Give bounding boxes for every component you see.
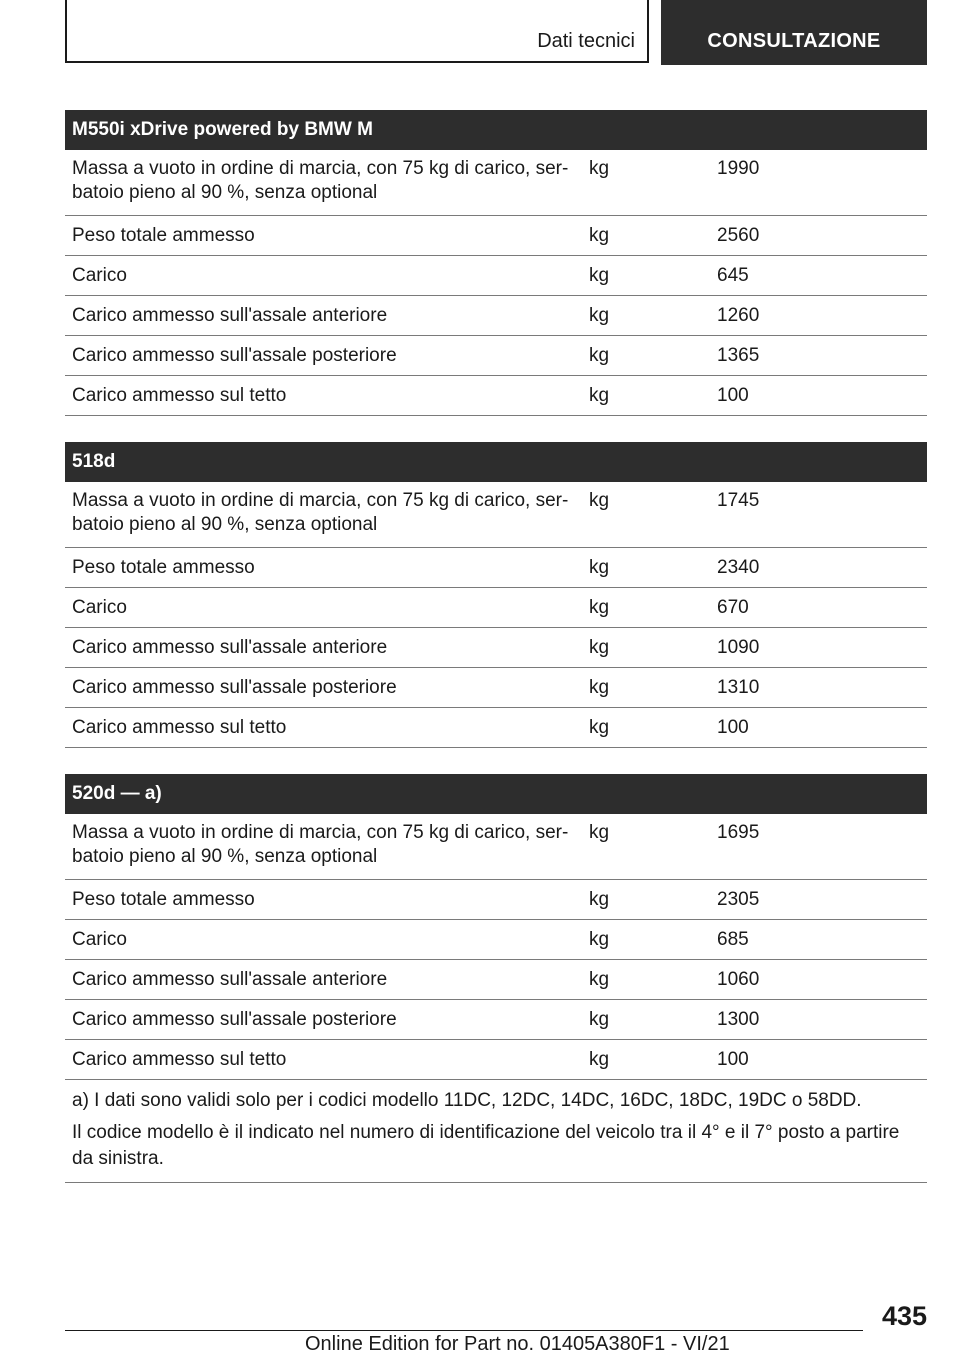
header-chapter-tab — [661, 0, 927, 65]
row-label: Carico ammesso sull'assale anteriore — [72, 969, 388, 990]
row-value: 2305 — [717, 889, 760, 910]
row-label: Carico ammesso sul tetto — [72, 1049, 287, 1070]
row-unit: kg — [589, 557, 610, 578]
table-row — [65, 628, 927, 668]
table-row — [65, 1040, 927, 1080]
row-unit: kg — [589, 158, 610, 179]
row-unit: kg — [589, 889, 610, 910]
row-value: 2340 — [717, 557, 760, 578]
row-label: Carico — [72, 265, 127, 286]
spec-table-520d — [65, 774, 927, 1183]
row-label: Massa a vuoto in ordine di marcia, con 75 kg di carico, ser- batoio pieno al 90 %, senza optional — [72, 490, 569, 535]
row-unit: kg — [589, 1049, 610, 1070]
header-section-box — [65, 0, 649, 63]
row-label: Carico ammesso sul tetto — [72, 717, 287, 738]
row-label: Carico ammesso sull'assale anteriore — [72, 305, 388, 326]
row-unit: kg — [589, 305, 610, 326]
row-value: 100 — [717, 385, 749, 406]
row-unit: kg — [589, 490, 610, 511]
row-value: 1745 — [717, 490, 760, 511]
table-row — [65, 1000, 927, 1040]
table-title: 520d — a) — [65, 774, 927, 814]
row-value: 100 — [717, 1049, 749, 1070]
row-unit: kg — [589, 822, 610, 843]
chapter-title: CONSULTAZIONE — [707, 30, 881, 52]
table-title: M550i xDrive powered by BMW M — [65, 110, 927, 150]
row-unit: kg — [589, 597, 610, 618]
row-unit: kg — [589, 929, 610, 950]
row-value: 1990 — [717, 158, 760, 179]
section-title: Dati tecnici — [537, 30, 635, 52]
row-label: Peso totale ammesso — [72, 889, 255, 910]
row-value: 685 — [717, 929, 749, 950]
spec-table-518d — [65, 442, 927, 748]
row-value: 1695 — [717, 822, 760, 843]
row-label: Carico ammesso sull'assale posteriore — [72, 1009, 397, 1030]
row-label: Peso totale ammesso — [72, 557, 255, 578]
table-row — [65, 482, 927, 548]
table-row — [65, 296, 927, 336]
row-label: Massa a vuoto in ordine di marcia, con 75 kg di carico, ser- batoio pieno al 90 %, senza optional — [72, 158, 569, 203]
table-row — [65, 150, 927, 216]
row-value: 670 — [717, 597, 749, 618]
row-label: Carico — [72, 929, 127, 950]
row-label: Peso totale ammesso — [72, 225, 255, 246]
row-value: 645 — [717, 265, 749, 286]
row-value: 1260 — [717, 305, 760, 326]
row-unit: kg — [589, 637, 610, 658]
table-row — [65, 960, 927, 1000]
page-number: 435 — [881, 1301, 927, 1331]
row-unit: kg — [589, 345, 610, 366]
row-label: Carico ammesso sull'assale anteriore — [72, 637, 388, 658]
row-value: 2560 — [717, 225, 760, 246]
row-label: Massa a vuoto in ordine di marcia, con 75 kg di carico, ser- batoio pieno al 90 %, senza optional — [72, 822, 569, 867]
table-row — [65, 708, 927, 748]
row-unit: kg — [589, 1009, 610, 1030]
row-label: Carico ammesso sul tetto — [72, 385, 287, 406]
row-value: 1060 — [717, 969, 760, 990]
row-label: Carico — [72, 597, 127, 618]
footnote-model-code: Il codice modello è il indicato nel numero di identificazione del veicolo tra il 4° e il 7° posto a partire da sinistra. — [72, 1122, 900, 1169]
row-label: Carico ammesso sull'assale posteriore — [72, 345, 397, 366]
footer-divider — [65, 1330, 863, 1331]
footnote-a: a) I dati sono validi solo per i codici modello 11DC, 12DC, 14DC, 16DC, 18DC, 19DC o 58DD. — [72, 1090, 862, 1111]
row-unit: kg — [589, 969, 610, 990]
row-value: 1300 — [717, 1009, 760, 1030]
spec-table-m550i — [65, 110, 927, 416]
table-row — [65, 814, 927, 880]
table-row — [65, 880, 927, 920]
row-value: 1365 — [717, 345, 760, 366]
row-value: 1310 — [717, 677, 760, 698]
edition-note: Online Edition for Part no. 01405A380F1 - VI/21 — [305, 1333, 730, 1355]
table-footnotes — [65, 1080, 927, 1183]
row-unit: kg — [589, 225, 610, 246]
row-value: 1090 — [717, 637, 760, 658]
row-unit: kg — [589, 717, 610, 738]
row-value: 100 — [717, 717, 749, 738]
table-row — [65, 216, 927, 256]
table-row — [65, 548, 927, 588]
table-row — [65, 588, 927, 628]
table-row — [65, 668, 927, 708]
table-row — [65, 376, 927, 416]
table-row — [65, 336, 927, 376]
row-label: Carico ammesso sull'assale posteriore — [72, 677, 397, 698]
row-unit: kg — [589, 677, 610, 698]
row-unit: kg — [589, 265, 610, 286]
table-row — [65, 920, 927, 960]
row-unit: kg — [589, 385, 610, 406]
table-row — [65, 256, 927, 296]
table-title: 518d — [65, 442, 927, 482]
